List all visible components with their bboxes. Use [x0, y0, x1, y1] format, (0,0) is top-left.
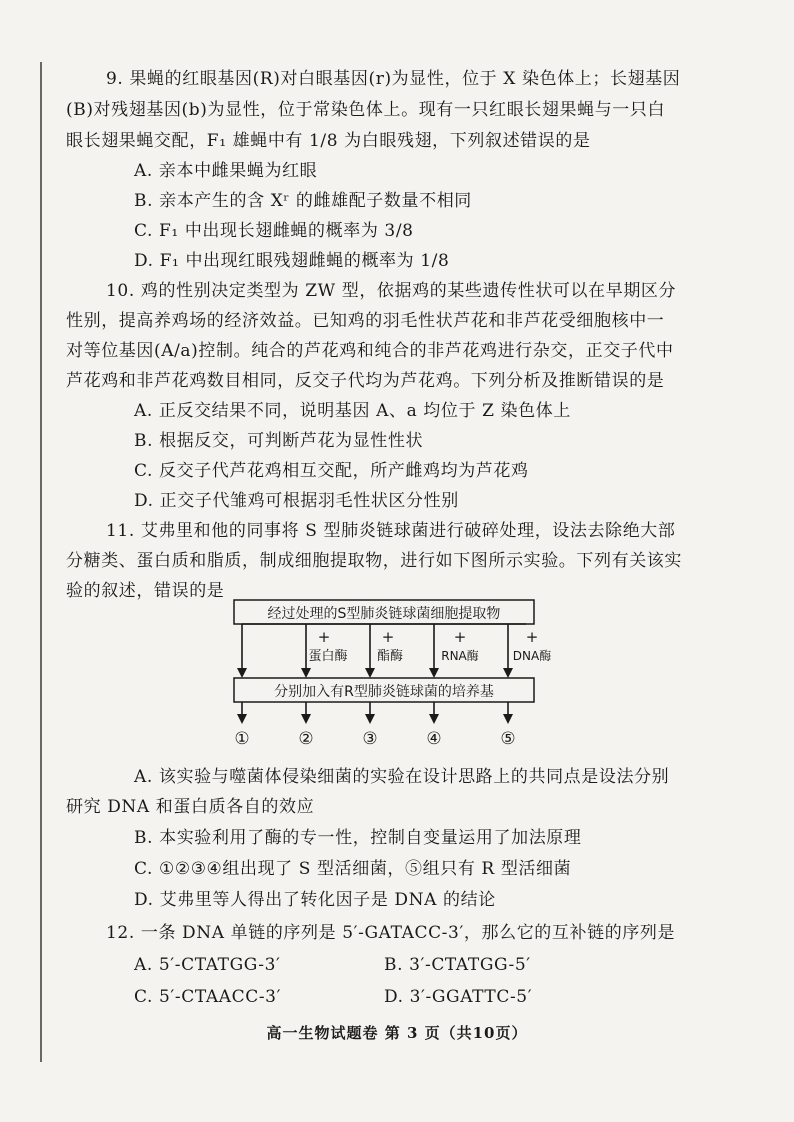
result-label-2: ② — [298, 729, 314, 749]
question-stem-line: 9. 果蝇的红眼基因(R)对白眼基因(r)为显性，位于 X 染色体上；长翅基因 — [106, 69, 681, 89]
arrow-head — [237, 668, 247, 678]
arrow-head — [503, 714, 513, 724]
option-b: B. 根据反交，可判断芦花为显性性状 — [134, 431, 424, 451]
option-a: A. 5′-CTATGG-3′ — [134, 955, 281, 975]
option-c: C. 5′-CTAACC-3′ — [134, 987, 282, 1007]
experiment-diagram — [220, 596, 560, 756]
question-stem-line: 性别，提高养鸡场的经济效益。已知鸡的羽毛性状芦花和非芦花受细胞核中一 — [66, 311, 665, 331]
option-a: A. 该实验与噬菌体侵染细菌的实验在设计思路上的共同点是设法分别 — [134, 767, 670, 787]
question-stem-line: 12. 一条 DNA 单链的序列是 5′-GATACC-3′，那么它的互补链的序列是 — [106, 923, 676, 943]
option-c: C. F₁ 中出现长翅雌蝇的概率为 3/8 — [134, 221, 414, 241]
option-b: B. 本实验利用了酶的专一性，控制自变量运用了加法原理 — [134, 828, 582, 848]
arrow-head — [301, 668, 311, 678]
option-d: D. 3′-GGATTC-5′ — [384, 987, 533, 1007]
question-stem-line: (B)对残翅基因(b)为显性，位于常染色体上。现有一只红眼长翅果蝇与一只白 — [66, 100, 666, 120]
option-c: C. ①②③④组出现了 S 型活细菌，⑤组只有 R 型活细菌 — [134, 859, 572, 879]
page-footer: 高一生物试题卷 第 3 页（共10页） — [266, 1024, 528, 1042]
option-d: D. 正交子代雏鸡可根据羽毛性状区分性别 — [134, 491, 459, 511]
question-stem-line: 分糖类、蛋白质和脂质，制成细胞提取物，进行如下图所示实验。下列有关该实 — [66, 551, 682, 571]
culture-medium-label: 分别加入有R型肺炎链球菌的培养基 — [274, 684, 494, 700]
question-stem-line: 芦花鸡和非芦花鸡数目相同，反交子代均为芦花鸡。下列分析及推断错误的是 — [66, 371, 665, 391]
result-label-5: ⑤ — [500, 729, 516, 749]
binding-margin-line — [40, 62, 42, 1062]
option-a: A. 正反交结果不同，说明基因 A、a 均位于 Z 染色体上 — [134, 401, 571, 421]
option-b: B. 3′-CTATGG-5′ — [384, 955, 531, 975]
arrow-head — [503, 668, 513, 678]
arrow-head — [365, 714, 375, 724]
plus-sign: + — [317, 628, 331, 646]
question-stem-line: 11. 艾弗里和他的同事将 S 型肺炎链球菌进行破碎处理，设法去除绝大部 — [106, 521, 676, 541]
option-b: B. 亲本产生的含 Xʳ 的雌雄配子数量不相同 — [134, 191, 472, 211]
question-stem-line: 眼长翅果蝇交配，F₁ 雄蝇中有 1/8 为白眼残翅，下列叙述错误的是 — [66, 131, 591, 151]
result-label-1: ① — [234, 729, 250, 749]
arrow-head — [429, 668, 439, 678]
enzyme-rnase-label: RNA酶 — [441, 649, 479, 663]
result-label-4: ④ — [426, 729, 442, 749]
option-d: D. F₁ 中出现红眼残翅雌蝇的概率为 1/8 — [134, 251, 450, 271]
enzyme-protease-label: 蛋白酶 — [308, 649, 348, 664]
enzyme-dnase-label: DNA酶 — [512, 649, 552, 663]
plus-sign: + — [525, 628, 539, 646]
arrow-head — [429, 714, 439, 724]
option-a: A. 亲本中雌果蝇为红眼 — [134, 161, 318, 181]
plus-sign: + — [381, 628, 395, 646]
arrow-head — [237, 714, 247, 724]
question-stem-line: 10. 鸡的性别决定类型为 ZW 型，依据鸡的某些遗传性状可以在早期区分 — [106, 281, 677, 301]
arrow-head — [301, 714, 311, 724]
arrow-head — [365, 668, 375, 678]
option-d: D. 艾弗里等人得出了转化因子是 DNA 的结论 — [134, 890, 496, 910]
extract-box-label: 经过处理的S型肺炎链球菌细胞提取物 — [267, 606, 501, 622]
enzyme-esterase-label: 酯酶 — [376, 649, 404, 664]
question-stem-line: 对等位基因(A/a)控制。纯合的芦花鸡和纯合的非芦花鸡进行杂交，正交子代中 — [66, 341, 674, 361]
option-a-continued: 研究 DNA 和蛋白质各自的效应 — [66, 797, 315, 817]
result-label-3: ③ — [362, 729, 378, 749]
plus-sign: + — [453, 628, 467, 646]
option-c: C. 反交子代芦花鸡相互交配，所产雌鸡均为芦花鸡 — [134, 461, 529, 481]
question-stem-line: 验的叙述，错误的是 — [66, 581, 225, 601]
